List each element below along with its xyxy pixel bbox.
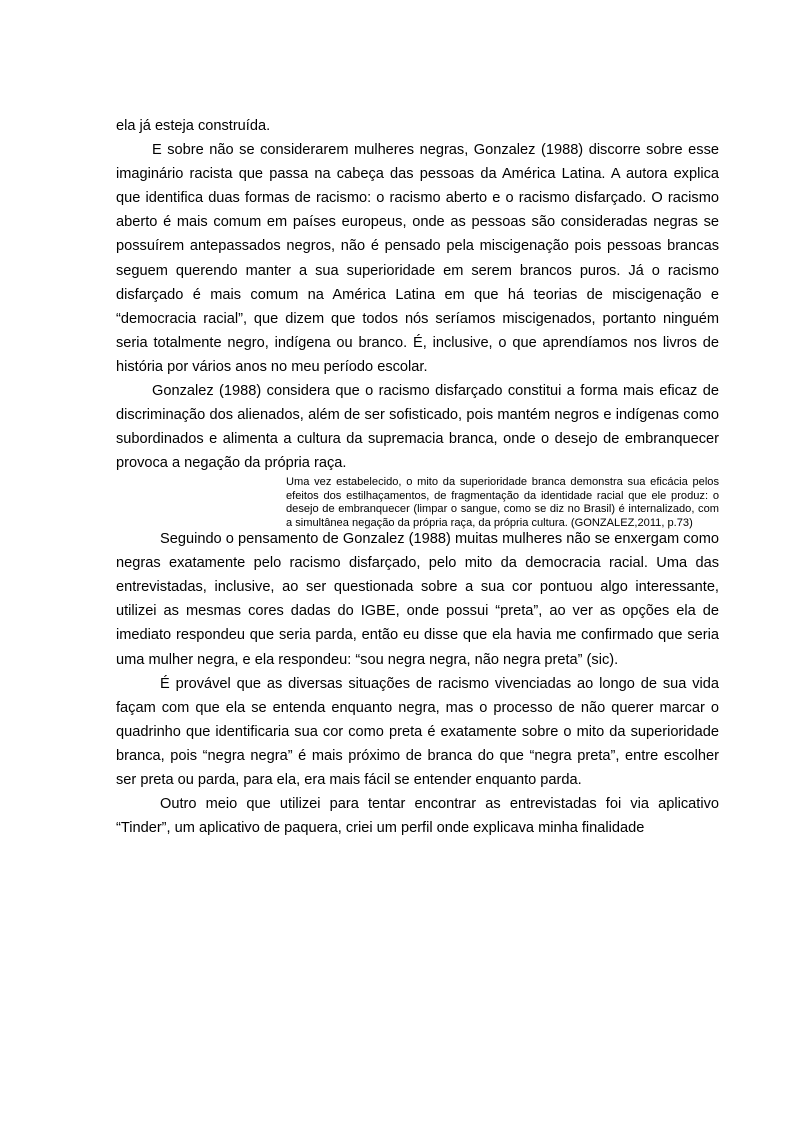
paragraph-tinder: Outro meio que utilizei para tentar encontrar as entrevistadas foi via aplicativo “Tinder”, um aplicativo de paquera, criei um perfil onde explicava minha finalidade (116, 796, 719, 837)
paragraph-gonzalez-racism-forms: E sobre não se considerarem mulheres negras, Gonzalez (1988) discorre sobre esse imaginário racista que passa na cabeça das pessoas da América Latina. A autora explica que identifica duas formas de racismo: o racismo aberto e o racismo disfarçado. O racismo aberto é mais comum em países europeus, onde as pessoas são consideradas negras se possuírem antepassados negros, não é pensado pela miscigenação pois pessoas brancas seguem querendo manter a sua superioridade em serem brancos puros. Já o racismo disfarçado é mais comum na América Latina em que há teorias de miscigenação e “democracia racial”, que dizem que todos nós seríamos miscigenados, portanto ninguém seria totalmente negro, indígena ou branco. É, inclusive, o que aprendíamos nos livros de história por vários anos no meu período escolar. (116, 142, 719, 375)
paragraph-white-superiority-myth: É provável que as diversas situações de racismo vivenciadas ao longo de sua vida façam com que ela se entenda enquanto negra, mas o processo de não querer marcar o quadrinho que identificaria sua cor como preta é exatamente sobre o mito da superioridade branca, pois “negra negra” é mais próximo de branca do que “negra preta”, entre escolher ser preta ou parda, para ela, era mais fácil se entender enquanto parda. (116, 675, 719, 788)
paragraph-interviewee-color: Seguindo o pensamento de Gonzalez (1988) muitas mulheres não se enxergam como negras exatamente pelo racismo disfarçado, pelo mito da democracia racial. Uma das entrevistadas, inclusive, ao ser questionada sobre a sua cor pontuou algo interessante, utilizei as mesmas cores dadas do IGBE, onde possui “preta”, ao ver as opções ela de imediato respondeu que seria parda, então eu disse que ela havia me confirmado que seria uma mulher negra, e ela respondeu: “sou negra negra, não negra preta” (sic). (116, 531, 719, 668)
paragraph-disguised-racism: Gonzalez (1988) considera que o racismo disfarçado constitui a forma mais eficaz de discriminação dos alienados, além de ser sofisticado, pois mantém negros e indígenas como subordinados e alimenta a cultura da supremacia branca, onde o desejo de embranquecer provoca a negação da própria raça. (116, 383, 719, 472)
paragraph-continuation: ela já esteja construída. (116, 118, 271, 134)
block-quote-gonzalez: Uma vez estabelecido, o mito da superioridade branca demonstra sua eficácia pelos efeitos dos estilhaçamentos, de fragmentação da identidade racial que ele produz: o desejo de embranquecer (limpar o sangue, como se diz no Brasil) é internalizado, com a simultânea negação da própria raça, da própria cultura. (GONZALEZ,2011, p.73) (286, 476, 719, 529)
document-page (116, 114, 719, 840)
